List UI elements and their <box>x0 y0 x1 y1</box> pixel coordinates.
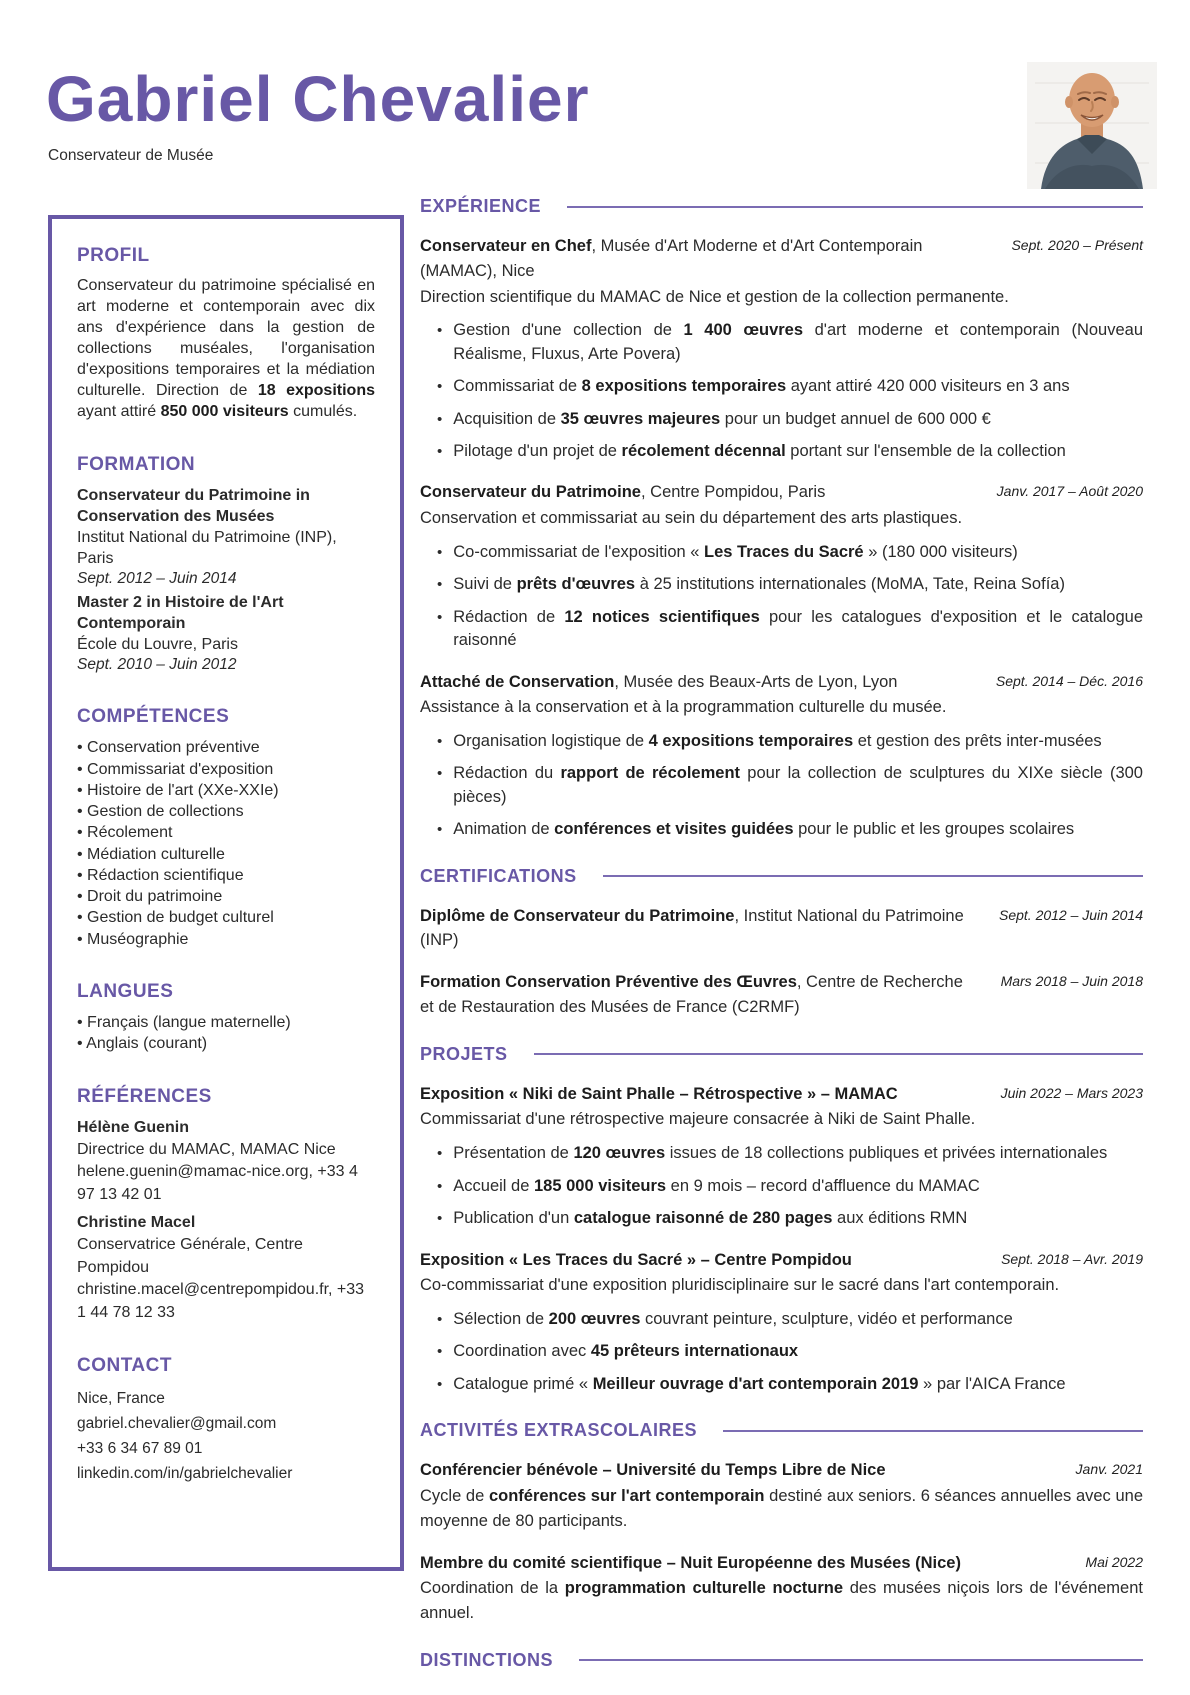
section-rule <box>723 1430 1143 1432</box>
contact-section <box>77 1355 375 1486</box>
entry-title: Membre du comité scientifique – Nuit Européenne des Musées (Nice) <box>420 1553 961 1572</box>
section-heading: PROJETS <box>420 1043 508 1064</box>
entry-header <box>420 1248 1143 1273</box>
section-distinctions <box>420 1650 1143 1671</box>
bullet-text: Animation de conférences et visites guidées pour le public et les groupes scolaires <box>453 820 1075 839</box>
entry-header <box>420 1551 1143 1576</box>
competences-heading: COMPÉTENCES <box>77 706 230 728</box>
section-entry <box>420 670 1143 842</box>
reference-name: Christine Macel <box>77 1214 196 1232</box>
competence-item: • Commissariat d'exposition <box>77 760 274 778</box>
competences-section <box>77 706 375 950</box>
bullet-text: Organisation logistique de 4 expositions temporaires et gestion des prêts inter-musées <box>453 732 1102 751</box>
bullet-marker: • <box>437 1210 443 1228</box>
langue-item: • Anglais (courant) <box>77 1035 208 1053</box>
reference-entry <box>77 1117 375 1207</box>
entry-summary: Commissariat d'une rétrospective majeure consacrée à Niki de Saint Phalle. <box>420 1110 976 1129</box>
entry-title: Attaché de Conservation, Musée des Beaux-Arts de Lyon, Lyon <box>420 672 898 691</box>
competence-item: • Conservation préventive <box>77 739 260 757</box>
section-certifications <box>420 866 1143 1020</box>
entry-dates: Sept. 2014 – Déc. 2016 <box>995 672 1143 689</box>
bullet-marker: • <box>437 821 443 839</box>
entry-dates: Janv. 2017 – Août 2020 <box>996 483 1143 500</box>
entry-header <box>420 670 1143 695</box>
section-entry <box>420 480 1143 652</box>
competence-item: • Rédaction scientifique <box>77 866 244 884</box>
bullet-item <box>420 440 1143 463</box>
bullet-item <box>420 319 1143 366</box>
entry-dates: Mai 2022 <box>1085 1553 1143 1570</box>
bullet-item <box>420 1340 1143 1363</box>
formation-section <box>77 454 375 676</box>
langues-section <box>77 981 375 1055</box>
section-entry <box>420 1248 1143 1397</box>
formation-entry <box>77 485 375 590</box>
reference-role: Conservatrice Générale, Centre Pompidou <box>77 1236 303 1276</box>
references-heading: RÉFÉRENCES <box>77 1085 212 1107</box>
section-entry <box>420 904 1143 954</box>
contact-heading: CONTACT <box>77 1355 172 1377</box>
bullet-marker: • <box>437 378 443 396</box>
bullet-marker: • <box>437 410 443 428</box>
bullet-text: Gestion d'une collection de 1 400 œuvres d'art moderne et contemporain (Nouveau Réalisme, Fluxus, Arte Povera) <box>453 321 1143 363</box>
bullet-marker: • <box>437 442 443 460</box>
entry-summary: Conservation et commissariat au sein du département des arts plastiques. <box>420 509 963 528</box>
competence-item: • Muséographie <box>77 930 189 948</box>
entry-summary: Co-commissariat d'une exposition pluridisciplinaire sur le sacré dans l'art contemporain. <box>420 1276 1060 1295</box>
entry-summary: Cycle de conférences sur l'art contemporain destiné aux seniors. 6 séances annuelles avec une moyenne de 80 participants. <box>420 1487 1143 1530</box>
bullet-item <box>420 541 1143 564</box>
bullet-text: Coordination avec 45 prêteurs internationaux <box>453 1342 799 1361</box>
contact-line: Nice, France <box>77 1390 165 1408</box>
page-title: Gabriel Chevalier <box>46 63 590 135</box>
reference-role: Directrice du MAMAC, MAMAC Nice <box>77 1140 336 1158</box>
bullet-item <box>420 1142 1143 1165</box>
section-heading-row <box>420 1420 1143 1441</box>
bullet-item <box>420 408 1143 431</box>
bullet-item <box>420 606 1143 653</box>
bullet-text: Sélection de 200 œuvres couvrant peinture, sculpture, vidéo et performance <box>453 1310 1013 1328</box>
bullet-text: Présentation de 120 œuvres issues de 18 collections publiques et privées internationales <box>453 1144 1108 1163</box>
bullet-item <box>420 573 1143 596</box>
section-heading-row <box>420 1650 1143 1671</box>
profil-text: Conservateur du patrimoine spécialisé en art moderne et contemporain avec dix ans d'expérience dans la gestion de collections muséales, l'organisation d'expositions temporaires et la médiation culturelle. Direction de 18 expositions ayant attiré 850 000 visiteurs cumulés. <box>77 277 375 420</box>
entry-title: Exposition « Les Traces du Sacré » – Centre Pompidou <box>420 1250 852 1269</box>
section-heading-row <box>420 1044 1143 1065</box>
section-heading: EXPÉRIENCE <box>420 196 542 216</box>
section-heading: DISTINCTIONS <box>420 1649 554 1670</box>
entry-header <box>420 234 1143 284</box>
bullet-marker: • <box>437 1311 443 1328</box>
bullet-text: Pilotage d'un projet de récolement décennal portant sur l'ensemble de la collection <box>453 441 1066 460</box>
section-activites <box>420 1420 1143 1626</box>
langues-list <box>77 1012 375 1055</box>
bullet-marker: • <box>437 576 443 594</box>
formation-school: École du Louvre, Paris <box>77 635 238 653</box>
bullet-item <box>420 818 1143 841</box>
bullet-item <box>420 1373 1143 1396</box>
bullet-marker: • <box>437 733 443 751</box>
bullet-item <box>420 762 1143 809</box>
section-entry <box>420 1458 1143 1533</box>
entry-dates: Janv. 2021 <box>1075 1461 1143 1478</box>
bullet-marker: • <box>437 608 443 626</box>
bullet-marker: • <box>437 1177 443 1195</box>
entry-dates: Sept. 2020 – Présent <box>1011 237 1143 253</box>
bullet-marker: • <box>437 543 443 561</box>
section-entry <box>420 1082 1143 1231</box>
contact-line: gabriel.chevalier@gmail.com <box>77 1415 277 1433</box>
entry-summary: Assistance à la conservation et à la programmation culturelle du musée. <box>420 698 947 717</box>
entry-header <box>420 1082 1143 1107</box>
formation-degree: Master 2 in Histoire de l'Art Contemporain <box>77 593 284 632</box>
contact-line: +33 6 34 67 89 01 <box>77 1440 203 1458</box>
entry-bullets <box>420 1142 1143 1230</box>
bullet-text: Publication d'un catalogue raisonné de 280 pages aux éditions RMN <box>453 1209 968 1228</box>
entry-header <box>420 480 1143 505</box>
formation-school: Institut National du Patrimoine (INP), Paris <box>77 528 337 567</box>
bullet-item <box>420 1308 1143 1331</box>
competence-item: • Médiation culturelle <box>77 845 225 863</box>
formation-dates: Sept. 2012 – Juin 2014 <box>77 570 237 588</box>
entry-header <box>420 904 1143 954</box>
portrait-illustration <box>1027 62 1157 189</box>
bullet-text: Rédaction du rapport de récolement pour la collection de sculptures du XIXe siècle (300 pièces) <box>453 764 1143 806</box>
section-heading-row <box>420 196 1143 217</box>
entry-title: Conférencier bénévole – Université du Temps Libre de Nice <box>420 1461 886 1480</box>
bullet-text: Acquisition de 35 œuvres majeures pour un budget annuel de 600 000 € <box>453 409 991 428</box>
entry-title: Conservateur du Patrimoine, Centre Pompidou, Paris <box>420 483 826 502</box>
reference-entry <box>77 1212 375 1324</box>
section-entry <box>420 970 1143 1020</box>
entry-summary: Direction scientifique du MAMAC de Nice et gestion de la collection permanente. <box>420 287 1009 306</box>
entry-dates: Sept. 2012 – Juin 2014 <box>998 906 1143 923</box>
entry-dates: Mars 2018 – Juin 2018 <box>1000 973 1143 990</box>
bullet-marker: • <box>437 322 443 340</box>
bullet-text: Suivi de prêts d'œuvres à 25 institutions internationales (MoMA, Tate, Reina Sofía) <box>453 575 1065 594</box>
section-entry <box>420 234 1143 463</box>
bullet-text: Rédaction de 12 notices scientifiques pour les catalogues d'exposition et le catalogue raisonné <box>453 607 1143 650</box>
competence-item: • Droit du patrimoine <box>77 888 223 906</box>
sidebar <box>48 215 404 1571</box>
job-title: Conservateur de Musée <box>48 147 214 164</box>
formation-entry <box>77 592 375 676</box>
section-heading: CERTIFICATIONS <box>420 865 577 886</box>
bullet-text: Commissariat de 8 expositions temporaires ayant attiré 420 000 visiteurs en 3 ans <box>453 377 1070 396</box>
reference-contact: christine.macel@centrepompidou.fr, +33 1 44 78 12 33 <box>77 1281 365 1321</box>
profil-section <box>77 245 375 423</box>
section-rule <box>579 1659 1143 1661</box>
section-heading-row <box>420 866 1143 887</box>
reference-name: Hélène Guenin <box>77 1118 190 1136</box>
entry-dates: Sept. 2018 – Avr. 2019 <box>1001 1250 1143 1267</box>
entry-title: Formation Conservation Préventive des Œuvres, Centre de Recherche et de Restauration des Musées de France (C2RMF) <box>420 973 963 1016</box>
competence-item: • Gestion de collections <box>77 803 244 821</box>
main-column <box>420 196 1143 1695</box>
bullet-text: Catalogue primé « Meilleur ouvrage d'art contemporain 2019 » par l'AICA France <box>453 1374 1066 1393</box>
section-heading: ACTIVITÉS EXTRASCOLAIRES <box>420 1420 698 1441</box>
formation-heading: FORMATION <box>77 453 196 475</box>
entry-bullets <box>420 1308 1143 1396</box>
entry-title: Conservateur en Chef, Musée d'Art Moderne et d'Art Contemporain (MAMAC), Nice <box>420 237 923 280</box>
entry-bullets <box>420 541 1143 653</box>
section-experience <box>420 196 1143 842</box>
bullet-item <box>420 1207 1143 1230</box>
entry-title: Diplôme de Conservateur du Patrimoine, Institut National du Patrimoine (INP) <box>420 906 964 950</box>
competences-list <box>77 737 375 950</box>
section-rule <box>603 875 1143 877</box>
entry-header <box>420 1458 1143 1483</box>
section-rule <box>567 206 1143 208</box>
section-projets <box>420 1044 1143 1397</box>
reference-contact: helene.guenin@mamac-nice.org, +33 4 97 13 42 01 <box>77 1163 358 1203</box>
entry-dates: Juin 2022 – Mars 2023 <box>1000 1084 1143 1101</box>
entry-header <box>420 970 1143 1020</box>
bullet-marker: • <box>437 765 443 783</box>
bullet-marker: • <box>437 1343 443 1361</box>
section-rule <box>534 1053 1143 1055</box>
contact-line: linkedin.com/in/gabrielchevalier <box>77 1465 293 1483</box>
competence-item: • Histoire de l'art (XXe-XXIe) <box>77 781 279 799</box>
contact-list <box>77 1386 375 1486</box>
bullet-item <box>420 730 1143 753</box>
bullet-text: Co-commissariat de l'exposition « Les Traces du Sacré » (180 000 visiteurs) <box>453 542 1018 561</box>
competence-item: • Gestion de budget culturel <box>77 909 274 927</box>
references-list <box>77 1117 375 1325</box>
entry-bullets <box>420 319 1143 463</box>
section-entry <box>420 1551 1143 1626</box>
entry-summary: Coordination de la programmation culturelle nocturne des musées niçois lors de l'événement annuel. <box>420 1579 1143 1623</box>
profil-heading: PROFIL <box>77 245 150 266</box>
bullet-text: Accueil de 185 000 visiteurs en 9 mois – record d'affluence du MAMAC <box>453 1176 980 1195</box>
entry-title: Exposition « Niki de Saint Phalle – Rétrospective » – MAMAC <box>420 1084 898 1103</box>
competence-item: • Récolement <box>77 824 173 842</box>
entry-bullets <box>420 730 1143 842</box>
langues-heading: LANGUES <box>77 981 174 1002</box>
bullet-item <box>420 1175 1143 1198</box>
bullet-item <box>420 375 1143 398</box>
formation-list <box>77 485 375 676</box>
references-section <box>77 1086 375 1325</box>
formation-degree: Conservateur du Patrimoine in Conservation des Musées <box>77 486 310 525</box>
profile-photo <box>1027 62 1157 189</box>
formation-dates: Sept. 2010 – Juin 2012 <box>77 655 237 673</box>
langue-item: • Français (langue maternelle) <box>77 1014 291 1031</box>
bullet-marker: • <box>437 1375 443 1393</box>
bullet-marker: • <box>437 1145 443 1163</box>
